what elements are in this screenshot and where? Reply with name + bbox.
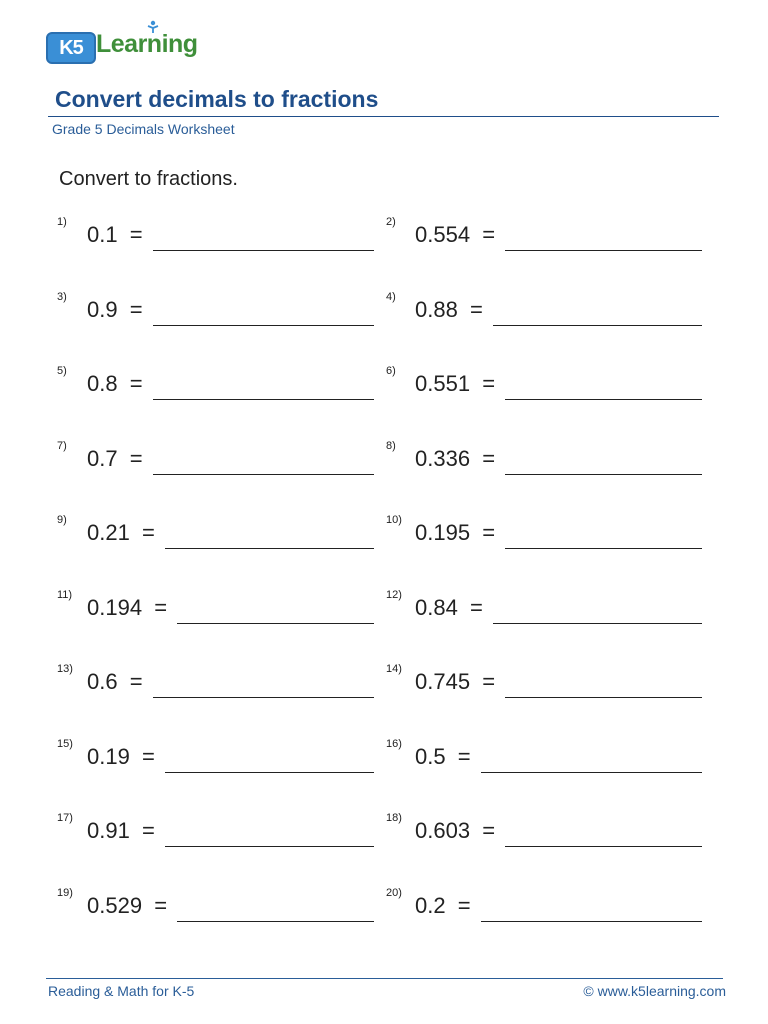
problem-number: 17) <box>57 812 73 824</box>
problem-expression: 0.84 = <box>415 594 483 620</box>
problem-expression: 0.5 = <box>415 743 471 769</box>
instructions: Convert to fractions. <box>59 168 238 190</box>
problem-8 <box>0 440 768 480</box>
problem-expression: 0.336 = <box>415 445 496 471</box>
title-divider <box>48 116 719 117</box>
problem-number: 19) <box>57 886 73 899</box>
logo-wordmark: Learning <box>96 30 198 58</box>
answer-line[interactable] <box>493 623 702 624</box>
problem-expression: 0.2 = <box>415 892 471 918</box>
problem-number: 7) <box>57 439 67 452</box>
problem-expression: 0.195 = <box>415 520 496 545</box>
problem-expression: 0.194 = <box>87 594 168 620</box>
problem-expression: 0.91 = <box>87 818 155 843</box>
problem-10 <box>0 514 768 554</box>
problem-number: 4) <box>386 290 396 303</box>
problem-number: 10) <box>386 514 402 526</box>
footer-website: © www.k5learning.com <box>583 983 726 999</box>
problem-expression: 0.551 = <box>415 371 496 396</box>
footer-divider <box>46 978 723 979</box>
problem-number: 3) <box>57 290 67 303</box>
problem-number: 16) <box>386 737 402 750</box>
footer-tagline: Reading & Math for K-5 <box>48 983 195 999</box>
page-subtitle: Grade 5 Decimals Worksheet <box>52 121 235 137</box>
problem-number: 18) <box>386 812 402 824</box>
problem-number: 1) <box>57 216 67 228</box>
problem-expression: 0.6 = <box>87 669 143 694</box>
problem-expression: 0.745 = <box>415 669 496 694</box>
problem-16 <box>0 738 768 778</box>
answer-line[interactable] <box>505 250 702 251</box>
problem-expression: 0.8 = <box>87 371 143 396</box>
problem-number: 9) <box>57 514 67 526</box>
answer-line[interactable] <box>505 474 702 475</box>
problem-18 <box>0 812 768 852</box>
problem-number: 12) <box>386 588 402 601</box>
problem-14 <box>0 663 768 703</box>
problem-4 <box>0 291 768 331</box>
problem-2 <box>0 216 768 256</box>
problem-number: 2) <box>386 216 396 228</box>
problem-expression: 0.554 = <box>415 222 496 247</box>
logo-figure-icon <box>146 20 160 34</box>
answer-line[interactable] <box>481 772 702 773</box>
problem-number: 15) <box>57 737 73 750</box>
page-title: Convert decimals to fractions <box>55 86 379 112</box>
problem-number: 8) <box>386 439 396 452</box>
logo-k5-badge: K5 <box>46 32 96 64</box>
problem-expression: 0.21 = <box>87 520 155 545</box>
problem-expression: 0.603 = <box>415 818 496 843</box>
problem-6 <box>0 365 768 405</box>
answer-line[interactable] <box>493 325 702 326</box>
problem-expression: 0.1 = <box>87 222 143 247</box>
answer-line[interactable] <box>505 548 702 549</box>
problem-expression: 0.19 = <box>87 743 155 769</box>
answer-line[interactable] <box>505 399 702 400</box>
problem-number: 20) <box>386 886 402 899</box>
problem-expression: 0.7 = <box>87 445 143 471</box>
problem-20 <box>0 887 768 927</box>
problem-12 <box>0 589 768 629</box>
k5-learning-logo <box>46 24 206 64</box>
problem-expression: 0.529 = <box>87 892 168 918</box>
problem-number: 14) <box>386 663 402 675</box>
problem-expression: 0.9 = <box>87 296 143 322</box>
problem-number: 6) <box>386 365 396 377</box>
problem-number: 11) <box>57 588 73 601</box>
problem-expression: 0.88 = <box>415 296 483 322</box>
problem-number: 13) <box>57 663 73 675</box>
answer-line[interactable] <box>505 697 702 698</box>
answer-line[interactable] <box>481 921 702 922</box>
answer-line[interactable] <box>505 846 702 847</box>
problem-number: 5) <box>57 365 67 377</box>
